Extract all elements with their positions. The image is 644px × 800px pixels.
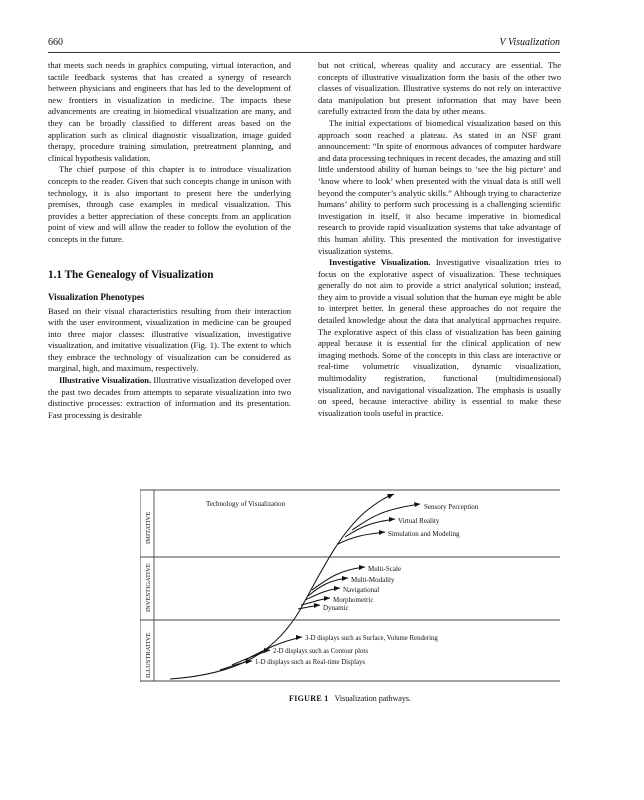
label-2d-displays: 2-D displays such as Contour plots <box>273 648 368 655</box>
label-multi-modality: Multi-Modality <box>351 576 395 584</box>
label-morphometric: Morphometric <box>333 596 374 604</box>
section-heading: 1.1 The Genealogy of Visualization <box>48 268 214 281</box>
left-column <box>48 60 291 421</box>
right-column <box>318 60 561 419</box>
figure-caption <box>140 694 560 703</box>
running-title: V Visualization <box>499 37 560 48</box>
label-dynamic: Dynamic <box>323 604 349 612</box>
caption-text: Visualization pathways. <box>334 694 411 703</box>
label-1d-displays: 1-D displays such as Real-time Displays <box>255 659 366 666</box>
paragraph: The initial expectations of biomedical visualization based on this approach soon reached a plateau. As stated in an NSF grant announcement: “In spite of enormous advances of computer hardware and data processing techniques in recent decades, the amazing and still little understood ability of human beings to ‘see the big picture’ and ‘know where to look’ when presented with the visual data is still well beyond the computer’s analytic skills.” Although trying to characterize humans’ ability to perform such processing is a challenging scientific investigation in itself, it also became imperative in biomedical research to provide rapid visualization systems that take advantage of this human ability. This presented the motivation for investigative visualization systems. <box>318 117 561 256</box>
label-multi-scale: Multi-Scale <box>368 565 402 573</box>
label-3d-displays: 3-D displays such as Surface, Volume Rendering <box>305 635 438 642</box>
label-virtual-reality: Virtual Reality <box>398 517 440 525</box>
run-in-heading: Investigative Visualization. <box>329 257 431 268</box>
band-label-imitative: IMITATIVE <box>145 511 152 544</box>
visualization-pathways-figure <box>140 482 560 682</box>
paragraph: The chief purpose of this chapter is to introduce visualization concepts to the reader. Given that such concepts change in unison with technology, it is also important to present here the underlying premises, through case examples in medical visualization. This provides a better appreciation of these concepts from an application point of view and will allow the reader to follow the evolution of the concepts in the future. <box>48 164 291 244</box>
paragraph <box>318 257 561 419</box>
label-simulation-modeling: Simulation and Modeling <box>388 530 460 538</box>
paragraph: that meets such needs in graphics computing, virtual interaction, and tactile feedback systems that has created a synergy of research between physicians and engineers that has led to the development of new frontiers in visualization in medicine. The impacts these advancements are creating in biomedical visualization are many, and they can be broadly classified to different areas based on the application such as clinical diagnostic visualization, image guided therapy, procedure training simulation, pretreatment planning, and clinical hypothesis validation. <box>48 60 291 163</box>
run-in-heading: Illustrative Visualization. <box>59 375 152 386</box>
paragraph <box>48 375 291 421</box>
band-label-investigative: INVESTIGATIVE <box>145 563 152 612</box>
label-sensory-perception: Sensory Perception <box>424 503 479 511</box>
arrowhead <box>387 494 394 499</box>
band-label-illustrative: ILLUSTRATIVE <box>145 632 152 678</box>
page-number: 660 <box>48 37 63 48</box>
paragraph: but not critical, whereas quality and accuracy are essential. The concepts of illustrative visualization form the basis of the other two classes of visualization. Illustrative systems do not rely on interactive data manipulation but present information that may have been carefully extracted from the data by other means. <box>318 60 561 117</box>
paragraph: Based on their visual characteristics resulting from their interaction with the user environment, visualization in medicine can be grouped into three major classes: illustrative visualization, investigative visualization, and imitative visualization (Fig. 1). The extent to which they embrace the technology of visualization can be considered as marginal, high, and maximum, respectively. <box>48 305 291 374</box>
paragraph-text: Investigative visualization tries to focus on the explorative aspect of visualization. These techniques generally do not aim to provide a strict analytical solution; instead, they aim to provide a visual solution that the human eye might be able to interpret better. In general these approaches do not require the detailed knowledge about the data that analytical approaches require. The explorative aspect of this class of visualization has been gaining appeal because it is essential for the clinical application of new imaging methods. Some of the concepts in this class are interactive or real-time volumetric visualization, dynamic visualization, multimodality registration, functional (multidimensional) visualization, and navigational visualization. The emphasis is usually on speed, because interactive ability is essential to make these visualization tools useful in practice. <box>318 257 562 418</box>
caption-label: FIGURE 1 <box>289 694 329 703</box>
header-rule <box>48 52 560 53</box>
label-navigational: Navigational <box>343 586 380 594</box>
paragraph-text: Illustrative visualization developed over the past two decades from attempts to separate visualization into two distinctive processes: extraction of information and its presentation. Fast processing is desirable <box>48 375 291 420</box>
subsection-heading: Visualization Phenotypes <box>48 291 145 302</box>
arrowhead <box>414 502 420 507</box>
curve-label: Technology of Visualization <box>206 500 286 508</box>
